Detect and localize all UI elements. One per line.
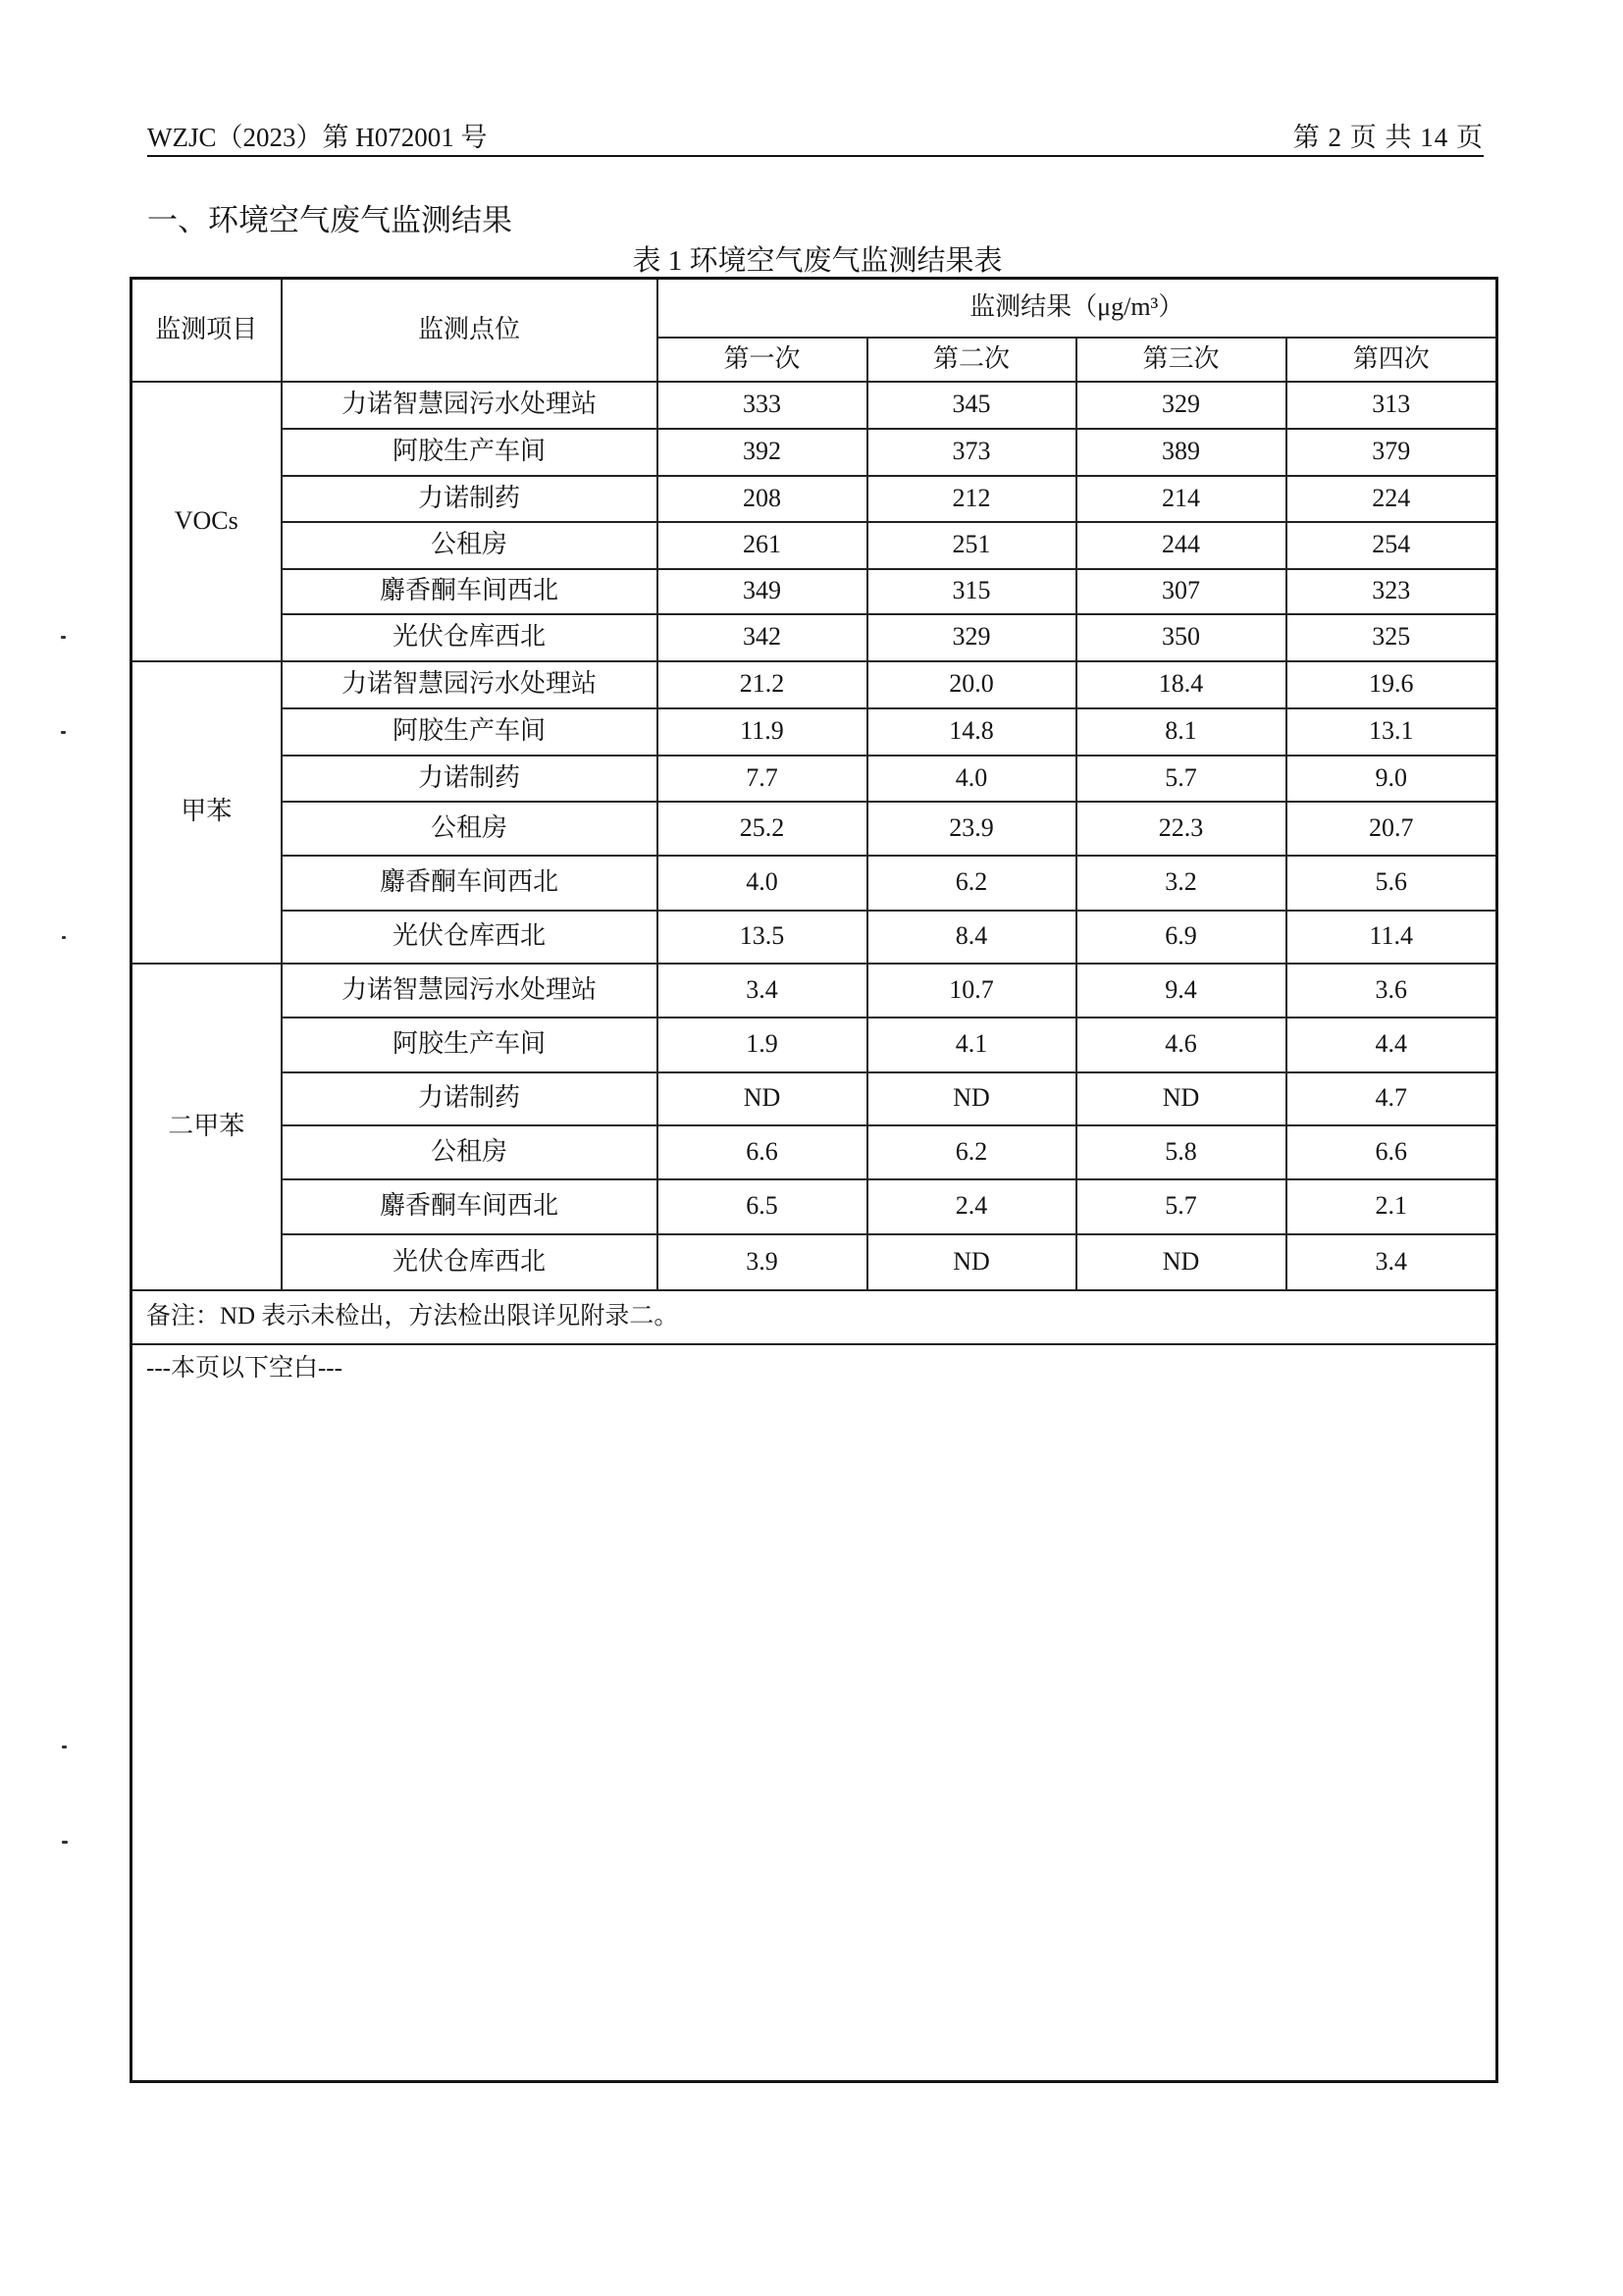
table-note: 备注：ND 表示未检出，方法检出限详见附录二。 [131, 1290, 1497, 1344]
result-value-cell: 389 [1076, 429, 1286, 476]
result-value-cell: 313 [1286, 382, 1497, 429]
result-value-cell: 3.4 [1286, 1234, 1497, 1290]
report-number: WZJC（2023）第 H072001 号 [147, 123, 488, 152]
result-value-cell: 2.4 [867, 1179, 1076, 1234]
result-value-cell: 251 [867, 522, 1076, 569]
result-value-cell: 3.6 [1286, 964, 1497, 1018]
monitoring-point-cell: 麝香酮车间西北 [282, 856, 657, 911]
result-value-cell: 212 [867, 476, 1076, 522]
column-header-round-1: 第一次 [657, 338, 867, 382]
results-table [130, 277, 1498, 2083]
result-value-cell: 6.6 [1286, 1125, 1497, 1179]
result-value-cell: 10.7 [867, 964, 1076, 1018]
result-value-cell: 21.2 [657, 661, 867, 708]
result-value-cell: 208 [657, 476, 867, 522]
result-value-cell: 3.4 [657, 964, 867, 1018]
result-value-cell: 345 [867, 382, 1076, 429]
scan-speck [61, 636, 66, 639]
table-row [131, 964, 1497, 1018]
result-value-cell: 349 [657, 569, 867, 614]
result-value-cell: 6.9 [1076, 911, 1286, 964]
table-row [131, 911, 1497, 964]
monitoring-item-cell: 甲苯 [131, 661, 282, 964]
table-row [131, 802, 1497, 856]
blank-row [131, 1344, 1497, 2082]
result-value-cell: ND [867, 1234, 1076, 1290]
header-divider [147, 155, 1484, 157]
result-value-cell: 325 [1286, 614, 1497, 661]
result-value-cell: 23.9 [867, 802, 1076, 856]
result-value-cell: 214 [1076, 476, 1286, 522]
result-value-cell: ND [1076, 1234, 1286, 1290]
result-value-cell: 3.2 [1076, 856, 1286, 911]
result-value-cell: 13.1 [1286, 708, 1497, 756]
monitoring-point-cell: 力诺智慧园污水处理站 [282, 661, 657, 708]
result-value-cell: 379 [1286, 429, 1497, 476]
column-header-results: 监测结果（μg/m³） [657, 279, 1497, 338]
result-value-cell: 2.1 [1286, 1179, 1497, 1234]
monitoring-point-cell: 光伏仓库西北 [282, 1234, 657, 1290]
monitoring-point-cell: 力诺制药 [282, 756, 657, 802]
result-value-cell: 315 [867, 569, 1076, 614]
result-value-cell: 18.4 [1076, 661, 1286, 708]
note-row [131, 1290, 1497, 1344]
monitoring-point-cell: 力诺制药 [282, 1072, 657, 1125]
column-header-item: 监测项目 [131, 279, 282, 382]
result-value-cell: 254 [1286, 522, 1497, 569]
result-value-cell: 4.0 [657, 856, 867, 911]
monitoring-point-cell: 公租房 [282, 802, 657, 856]
table-row [131, 756, 1497, 802]
table-footer [131, 1290, 1497, 2082]
result-value-cell: 9.0 [1286, 756, 1497, 802]
result-value-cell: 4.4 [1286, 1018, 1497, 1072]
table-row [131, 1234, 1497, 1290]
table-row [131, 1018, 1497, 1072]
monitoring-point-cell: 阿胶生产车间 [282, 708, 657, 756]
result-value-cell: 1.9 [657, 1018, 867, 1072]
result-value-cell: 13.5 [657, 911, 867, 964]
result-value-cell: 4.6 [1076, 1018, 1286, 1072]
table-row [131, 614, 1497, 661]
result-value-cell: 261 [657, 522, 867, 569]
column-header-round-3: 第三次 [1076, 338, 1286, 382]
result-value-cell: 5.7 [1076, 1179, 1286, 1234]
result-value-cell: 392 [657, 429, 867, 476]
result-value-cell: 4.7 [1286, 1072, 1497, 1125]
page-indicator: 第 2 页 共 14 页 [1292, 123, 1484, 152]
table-row [131, 1125, 1497, 1179]
result-value-cell: 8.4 [867, 911, 1076, 964]
result-value-cell: 11.9 [657, 708, 867, 756]
table-row [131, 661, 1497, 708]
table-row [131, 569, 1497, 614]
column-header-round-4: 第四次 [1286, 338, 1497, 382]
monitoring-item-cell: 二甲苯 [131, 964, 282, 1290]
result-value-cell: 5.6 [1286, 856, 1497, 911]
result-value-cell: 307 [1076, 569, 1286, 614]
result-value-cell: 6.2 [867, 856, 1076, 911]
column-header-point: 监测点位 [282, 279, 657, 382]
result-value-cell: 3.9 [657, 1234, 867, 1290]
result-value-cell: 7.7 [657, 756, 867, 802]
result-value-cell: 6.2 [867, 1125, 1076, 1179]
result-value-cell: 6.5 [657, 1179, 867, 1234]
result-value-cell: 8.1 [1076, 708, 1286, 756]
table-row [131, 708, 1497, 756]
table-row [131, 522, 1497, 569]
result-value-cell: 9.4 [1076, 964, 1286, 1018]
result-value-cell: 224 [1286, 476, 1497, 522]
result-value-cell: 6.6 [657, 1125, 867, 1179]
result-value-cell: 11.4 [1286, 911, 1497, 964]
table-row [131, 1072, 1497, 1125]
result-value-cell: 329 [867, 614, 1076, 661]
monitoring-point-cell: 阿胶生产车间 [282, 429, 657, 476]
result-value-cell: 4.0 [867, 756, 1076, 802]
result-value-cell: 244 [1076, 522, 1286, 569]
result-value-cell: 14.8 [867, 708, 1076, 756]
table-row [131, 476, 1497, 522]
result-value-cell: 350 [1076, 614, 1286, 661]
results-body [131, 382, 1497, 1290]
result-value-cell: 342 [657, 614, 867, 661]
result-value-cell: ND [867, 1072, 1076, 1125]
result-value-cell: 323 [1286, 569, 1497, 614]
table-row [131, 856, 1497, 911]
monitoring-point-cell: 麝香酮车间西北 [282, 1179, 657, 1234]
result-value-cell: 20.0 [867, 661, 1076, 708]
monitoring-point-cell: 光伏仓库西北 [282, 911, 657, 964]
result-value-cell: 19.6 [1286, 661, 1497, 708]
column-header-round-2: 第二次 [867, 338, 1076, 382]
header-row [131, 279, 1497, 338]
table-row [131, 382, 1497, 429]
result-value-cell: 5.7 [1076, 756, 1286, 802]
monitoring-point-cell: 光伏仓库西北 [282, 614, 657, 661]
result-value-cell: 4.1 [867, 1018, 1076, 1072]
scan-speck [62, 1746, 67, 1748]
result-value-cell: 22.3 [1076, 802, 1286, 856]
result-value-cell: 373 [867, 429, 1076, 476]
monitoring-point-cell: 阿胶生产车间 [282, 1018, 657, 1072]
monitoring-point-cell: 公租房 [282, 522, 657, 569]
result-value-cell: 329 [1076, 382, 1286, 429]
table-row [131, 1179, 1497, 1234]
blank-page-marker: ---本页以下空白--- [131, 1344, 1497, 2082]
section-title: 一、环境空气废气监测结果 [147, 203, 512, 237]
monitoring-point-cell: 力诺智慧园污水处理站 [282, 964, 657, 1018]
result-value-cell: ND [1076, 1072, 1286, 1125]
result-value-cell: 5.8 [1076, 1125, 1286, 1179]
monitoring-point-cell: 麝香酮车间西北 [282, 569, 657, 614]
result-value-cell: 20.7 [1286, 802, 1497, 856]
scan-speck [62, 1841, 68, 1844]
result-value-cell: 333 [657, 382, 867, 429]
monitoring-point-cell: 力诺制药 [282, 476, 657, 522]
result-value-cell: ND [657, 1072, 867, 1125]
table-row [131, 429, 1497, 476]
monitoring-point-cell: 力诺智慧园污水处理站 [282, 382, 657, 429]
scan-speck [62, 936, 66, 939]
result-value-cell: 25.2 [657, 802, 867, 856]
scan-speck [61, 731, 66, 734]
table-caption: 表 1 环境空气废气监测结果表 [632, 245, 1003, 277]
monitoring-point-cell: 公租房 [282, 1125, 657, 1179]
monitoring-item-cell: VOCs [131, 382, 282, 661]
